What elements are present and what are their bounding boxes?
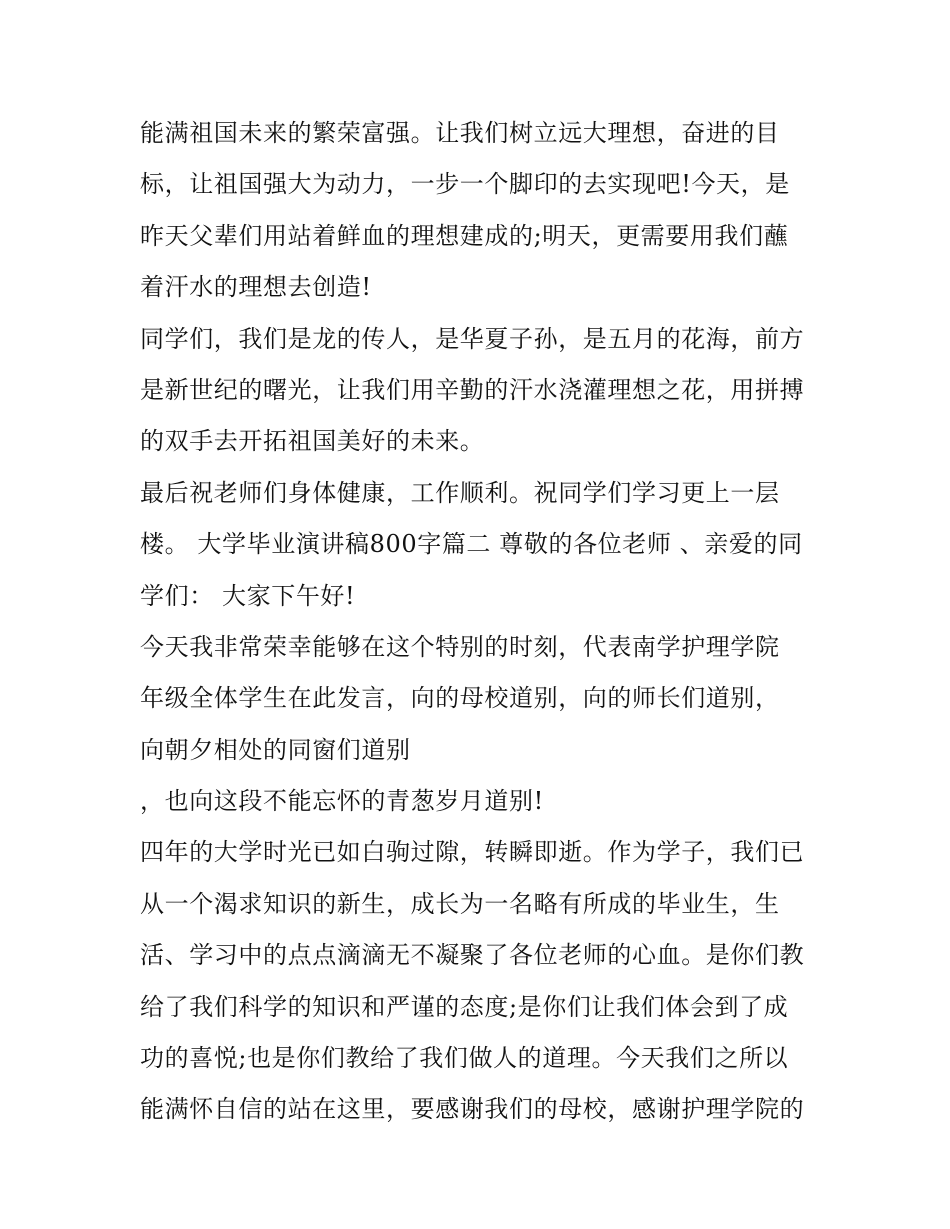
text-line: 活、学习中的点点滴滴无不凝聚了各位老师的心血。是你们教 bbox=[140, 941, 805, 970]
text-line: 着汗水的理想去创造! bbox=[140, 273, 372, 302]
text-line: 同学们，我们是龙的传人，是华夏子孙，是五月的花海，前方 bbox=[140, 324, 805, 353]
text-line: 能满怀自信的站在这里，要感谢我们的母校，感谢护理学院的 bbox=[140, 1095, 805, 1124]
text-line: 能满祖国未来的繁荣富强。让我们树立远大理想，奋进的目 bbox=[140, 119, 780, 147]
text-line: 四年的大学时光已如白驹过隙，转瞬即逝。作为学子，我们已 bbox=[140, 838, 805, 867]
text-line: 从一个渴求知识的新生，成长为一名略有所成的毕业生，生 bbox=[140, 889, 780, 918]
text-line: 年级全体学生在此发言，向的母校道别，向的师长们道别， bbox=[140, 684, 780, 713]
text-line: 最后祝老师们身体健康，工作顺利。祝同学们学习更上一层 bbox=[140, 478, 780, 507]
text-line: 功的喜悦;也是你们教给了我们做人的道理。今天我们之所以 bbox=[140, 1044, 789, 1073]
text-line: 今天我非常荣幸能够在这个特别的时刻，代表南学护理学院 bbox=[140, 632, 780, 661]
document-body bbox=[140, 108, 830, 1136]
text-line: 标，让祖国强大为动力，一步一个脚印的去实现吧!今天，是 bbox=[140, 170, 790, 199]
text-line: 向朝夕相处的同窗们道别 bbox=[140, 735, 411, 764]
text-line: 昨天父辈们用站着鲜血的理想建成的;明天，更需要用我们蘸 bbox=[140, 221, 789, 250]
text-line: 的双手去开拓祖国美好的未来。 bbox=[140, 427, 485, 456]
text-line: 楼。 大学毕业演讲稿800字篇二 尊敬的各位老师 、亲爱的同 bbox=[140, 530, 803, 559]
text-line: ，也向这段不能忘怀的青葱岁月道别! bbox=[140, 787, 544, 816]
text-line: 学们： 大家下午好! bbox=[140, 581, 356, 610]
text-line: 是新世纪的曙光，让我们用辛勤的汗水浇灌理想之花，用拼搏 bbox=[140, 375, 805, 404]
text-line: 给了我们科学的知识和严谨的态度;是你们让我们体会到了成 bbox=[140, 992, 789, 1021]
